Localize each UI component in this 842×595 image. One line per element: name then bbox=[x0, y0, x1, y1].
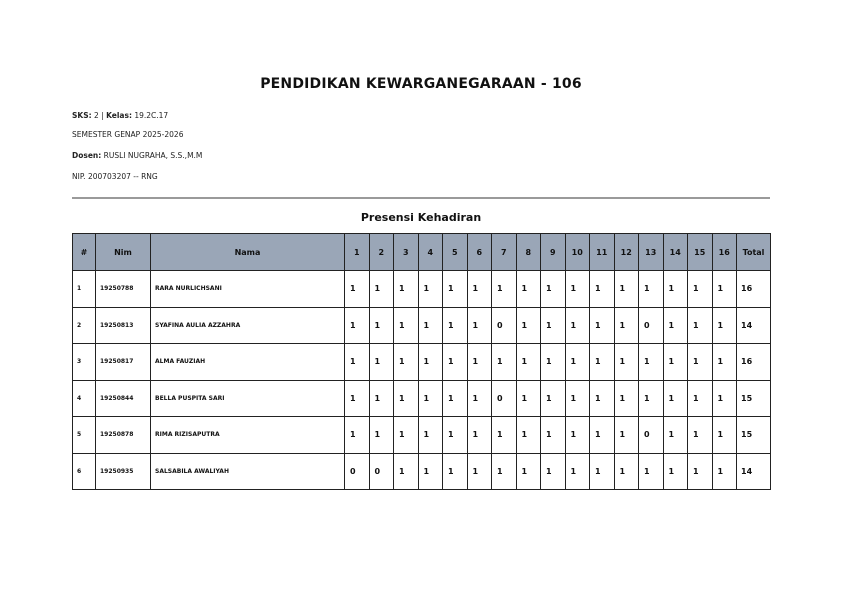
column-header: 16 bbox=[712, 234, 737, 271]
column-header: 13 bbox=[639, 234, 664, 271]
attendance-table bbox=[72, 233, 771, 490]
attendance-cell: 1 bbox=[369, 307, 394, 344]
attendance-cell: 1 bbox=[418, 271, 443, 308]
column-header: 5 bbox=[443, 234, 468, 271]
attendance-cell: 1 bbox=[394, 344, 419, 381]
attendance-cell: 1 bbox=[590, 271, 615, 308]
attendance-cell: 1 bbox=[590, 453, 615, 490]
nip-line: NIP. 200703207 -- RNG bbox=[72, 172, 158, 181]
attendance-cell: 1 bbox=[614, 307, 639, 344]
column-header: 4 bbox=[418, 234, 443, 271]
attendance-cell: 1 bbox=[467, 380, 492, 417]
kelas-value: 19.2C.17 bbox=[131, 111, 169, 120]
attendance-cell: 1 bbox=[712, 453, 737, 490]
attendance-cell: 1 bbox=[541, 344, 566, 381]
attendance-cell: 1 bbox=[712, 380, 737, 417]
attendance-cell: 1 bbox=[639, 453, 664, 490]
table-row bbox=[73, 271, 771, 308]
attendance-cell: 1 bbox=[565, 380, 590, 417]
sks-label: SKS: bbox=[72, 111, 92, 120]
sks-kelas-line bbox=[72, 111, 168, 120]
attendance-cell: 1 bbox=[492, 417, 517, 454]
attendance-cell: 1 bbox=[345, 307, 370, 344]
attendance-cell: 1 bbox=[394, 380, 419, 417]
attendance-cell: 1 bbox=[443, 380, 468, 417]
column-header: 15 bbox=[688, 234, 713, 271]
attendance-cell: 1 bbox=[541, 271, 566, 308]
attendance-cell: 1 bbox=[418, 344, 443, 381]
column-header: 9 bbox=[541, 234, 566, 271]
attendance-cell: 1 bbox=[688, 380, 713, 417]
row-number: 1 bbox=[73, 271, 96, 308]
attendance-cell: 0 bbox=[369, 453, 394, 490]
student-name: RIMA RIZISAPUTRA bbox=[151, 417, 345, 454]
attendance-total: 14 bbox=[737, 307, 771, 344]
attendance-cell: 1 bbox=[369, 271, 394, 308]
attendance-cell: 1 bbox=[639, 271, 664, 308]
attendance-cell: 1 bbox=[688, 417, 713, 454]
semester-line: SEMESTER GENAP 2025-2026 bbox=[72, 130, 184, 139]
attendance-cell: 1 bbox=[492, 271, 517, 308]
attendance-cell: 1 bbox=[590, 307, 615, 344]
attendance-cell: 1 bbox=[614, 380, 639, 417]
column-header: 1 bbox=[345, 234, 370, 271]
table-row bbox=[73, 307, 771, 344]
attendance-cell: 1 bbox=[516, 380, 541, 417]
attendance-cell: 1 bbox=[467, 417, 492, 454]
student-name: BELLA PUSPITA SARI bbox=[151, 380, 345, 417]
attendance-cell: 1 bbox=[614, 271, 639, 308]
attendance-cell: 1 bbox=[394, 271, 419, 308]
page-title: PENDIDIKAN KEWARGANEGARAAN - 106 bbox=[260, 76, 582, 92]
attendance-cell: 1 bbox=[467, 453, 492, 490]
attendance-cell: 1 bbox=[345, 417, 370, 454]
attendance-cell: 1 bbox=[688, 307, 713, 344]
column-header: 6 bbox=[467, 234, 492, 271]
attendance-cell: 1 bbox=[663, 417, 688, 454]
attendance-total: 15 bbox=[737, 380, 771, 417]
attendance-cell: 1 bbox=[467, 271, 492, 308]
attendance-cell: 1 bbox=[443, 271, 468, 308]
attendance-cell: 1 bbox=[565, 271, 590, 308]
attendance-cell: 1 bbox=[369, 417, 394, 454]
attendance-cell: 0 bbox=[639, 417, 664, 454]
attendance-cell: 1 bbox=[590, 417, 615, 454]
attendance-cell: 1 bbox=[712, 417, 737, 454]
attendance-cell: 1 bbox=[639, 380, 664, 417]
column-header: 8 bbox=[516, 234, 541, 271]
student-nim: 19250817 bbox=[96, 344, 151, 381]
attendance-cell: 1 bbox=[663, 307, 688, 344]
attendance-cell: 1 bbox=[418, 453, 443, 490]
column-header: 2 bbox=[369, 234, 394, 271]
attendance-cell: 1 bbox=[663, 344, 688, 381]
student-name: SYAFINA AULIA AZZAHRA bbox=[151, 307, 345, 344]
column-header: 12 bbox=[614, 234, 639, 271]
attendance-cell: 1 bbox=[369, 380, 394, 417]
attendance-cell: 1 bbox=[418, 380, 443, 417]
attendance-cell: 1 bbox=[541, 453, 566, 490]
column-header: Nama bbox=[151, 234, 345, 271]
row-number: 5 bbox=[73, 417, 96, 454]
attendance-cell: 0 bbox=[639, 307, 664, 344]
student-name: SALSABILA AWALIYAH bbox=[151, 453, 345, 490]
column-header: # bbox=[73, 234, 96, 271]
attendance-total: 14 bbox=[737, 453, 771, 490]
attendance-cell: 0 bbox=[492, 380, 517, 417]
student-nim: 19250935 bbox=[96, 453, 151, 490]
attendance-cell: 0 bbox=[345, 453, 370, 490]
attendance-cell: 1 bbox=[712, 307, 737, 344]
attendance-cell: 1 bbox=[467, 344, 492, 381]
attendance-cell: 1 bbox=[516, 417, 541, 454]
attendance-total: 16 bbox=[737, 344, 771, 381]
attendance-cell: 1 bbox=[590, 380, 615, 417]
attendance-cell: 1 bbox=[345, 344, 370, 381]
attendance-cell: 1 bbox=[565, 307, 590, 344]
sks-value: 2 | bbox=[91, 111, 107, 120]
attendance-cell: 1 bbox=[541, 380, 566, 417]
table-header-row bbox=[73, 234, 771, 271]
attendance-cell: 1 bbox=[688, 344, 713, 381]
attendance-cell: 0 bbox=[492, 307, 517, 344]
attendance-cell: 1 bbox=[394, 417, 419, 454]
attendance-cell: 1 bbox=[443, 344, 468, 381]
column-header: Nim bbox=[96, 234, 151, 271]
attendance-cell: 1 bbox=[443, 417, 468, 454]
dosen-label: Dosen: bbox=[72, 151, 102, 160]
attendance-cell: 1 bbox=[614, 453, 639, 490]
attendance-cell: 1 bbox=[516, 271, 541, 308]
attendance-cell: 1 bbox=[541, 417, 566, 454]
attendance-cell: 1 bbox=[688, 271, 713, 308]
attendance-cell: 1 bbox=[492, 453, 517, 490]
attendance-cell: 1 bbox=[688, 453, 713, 490]
attendance-cell: 1 bbox=[516, 453, 541, 490]
row-number: 3 bbox=[73, 344, 96, 381]
column-header: 7 bbox=[492, 234, 517, 271]
column-header: 10 bbox=[565, 234, 590, 271]
column-header: 3 bbox=[394, 234, 419, 271]
dosen-line bbox=[72, 151, 202, 160]
section-title: Presensi Kehadiran bbox=[360, 211, 482, 224]
attendance-cell: 1 bbox=[565, 344, 590, 381]
column-header: 14 bbox=[663, 234, 688, 271]
attendance-cell: 1 bbox=[418, 307, 443, 344]
table-row bbox=[73, 344, 771, 381]
attendance-cell: 1 bbox=[492, 344, 517, 381]
table-row bbox=[73, 380, 771, 417]
attendance-cell: 1 bbox=[663, 380, 688, 417]
table-body bbox=[73, 271, 771, 490]
table-row bbox=[73, 417, 771, 454]
attendance-cell: 1 bbox=[663, 453, 688, 490]
attendance-cell: 1 bbox=[541, 307, 566, 344]
attendance-cell: 1 bbox=[516, 307, 541, 344]
divider bbox=[72, 197, 770, 199]
student-nim: 19250813 bbox=[96, 307, 151, 344]
student-name: ALMA FAUZIAH bbox=[151, 344, 345, 381]
attendance-cell: 1 bbox=[663, 271, 688, 308]
student-name: RARA NURLICHSANI bbox=[151, 271, 345, 308]
student-nim: 19250788 bbox=[96, 271, 151, 308]
row-number: 2 bbox=[73, 307, 96, 344]
row-number: 6 bbox=[73, 453, 96, 490]
row-number: 4 bbox=[73, 380, 96, 417]
student-nim: 19250878 bbox=[96, 417, 151, 454]
attendance-cell: 1 bbox=[369, 344, 394, 381]
attendance-cell: 1 bbox=[565, 417, 590, 454]
attendance-cell: 1 bbox=[467, 307, 492, 344]
attendance-cell: 1 bbox=[565, 453, 590, 490]
attendance-cell: 1 bbox=[712, 271, 737, 308]
column-header: Total bbox=[737, 234, 771, 271]
attendance-total: 16 bbox=[737, 271, 771, 308]
attendance-cell: 1 bbox=[345, 380, 370, 417]
attendance-cell: 1 bbox=[345, 271, 370, 308]
attendance-cell: 1 bbox=[614, 344, 639, 381]
column-header: 11 bbox=[590, 234, 615, 271]
attendance-cell: 1 bbox=[418, 417, 443, 454]
attendance-cell: 1 bbox=[590, 344, 615, 381]
student-nim: 19250844 bbox=[96, 380, 151, 417]
attendance-cell: 1 bbox=[614, 417, 639, 454]
attendance-cell: 1 bbox=[443, 453, 468, 490]
attendance-cell: 1 bbox=[639, 344, 664, 381]
dosen-value: RUSLI NUGRAHA, S.S.,M.M bbox=[101, 151, 203, 160]
attendance-cell: 1 bbox=[712, 344, 737, 381]
attendance-cell: 1 bbox=[443, 307, 468, 344]
attendance-cell: 1 bbox=[516, 344, 541, 381]
attendance-total: 15 bbox=[737, 417, 771, 454]
kelas-label: Kelas: bbox=[106, 111, 132, 120]
attendance-cell: 1 bbox=[394, 307, 419, 344]
attendance-cell: 1 bbox=[394, 453, 419, 490]
table-row bbox=[73, 453, 771, 490]
